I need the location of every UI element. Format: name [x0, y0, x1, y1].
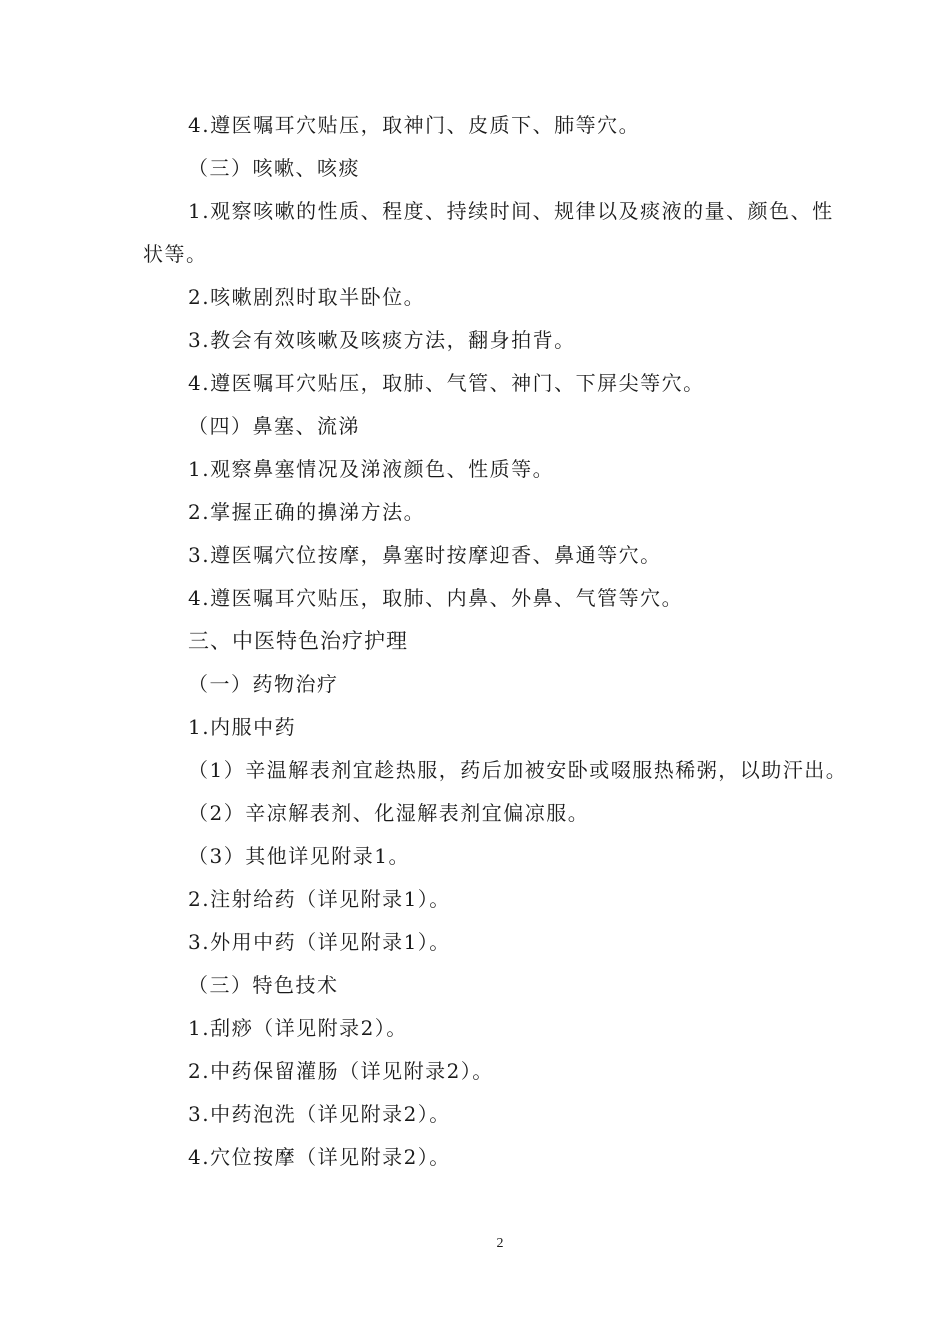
section-heading: 三、中医特色治疗护理: [188, 629, 408, 653]
text-line: 1.观察鼻塞情况及涕液颜色、性质等。: [188, 457, 555, 481]
text-line: 2.掌握正确的擤涕方法。: [188, 500, 426, 524]
text-line: （2）辛凉解表剂、化湿解表剂宜偏凉服。: [188, 801, 590, 825]
text-line: 3.中药泡洗（详见附录2）。: [188, 1102, 451, 1126]
text-line: 1.内服中药: [188, 715, 297, 739]
text-line: 2.中药保留灌肠（详见附录2）。: [188, 1059, 494, 1083]
text-line: （3）其他详见附录1。: [188, 844, 410, 868]
text-line: 1.观察咳嗽的性质、程度、持续时间、规律以及痰液的量、颜色、性: [188, 199, 834, 223]
text-line: （1）辛温解表剂宜趁热服，药后加被安卧或啜服热稀粥，以助汗出。: [188, 758, 848, 782]
section-subheading: （四）鼻塞、流涕: [188, 414, 360, 438]
text-line: 4.遵医嘱耳穴贴压，取肺、内鼻、外鼻、气管等穴。: [188, 586, 684, 610]
section-subheading: （一）药物治疗: [188, 672, 339, 696]
text-line: 1.刮痧（详见附录2）。: [188, 1016, 408, 1040]
text-line: 3.外用中药（详见附录1）。: [188, 930, 451, 954]
text-line: 2.注射给药（详见附录1）。: [188, 887, 451, 911]
text-line: 状等。: [143, 242, 208, 266]
text-line: 4.穴位按摩（详见附录2）。: [188, 1145, 451, 1169]
text-line: 2.咳嗽剧烈时取半卧位。: [188, 285, 426, 309]
text-line: 3.教会有效咳嗽及咳痰方法，翻身拍背。: [188, 328, 576, 352]
text-line: 3.遵医嘱穴位按摩，鼻塞时按摩迎香、鼻通等穴。: [188, 543, 662, 567]
section-subheading: （三）特色技术: [188, 973, 339, 997]
page-number: 2: [496, 1236, 504, 1251]
section-subheading: （三）咳嗽、咳痰: [188, 156, 360, 180]
text-line: 4.遵医嘱耳穴贴压，取神门、皮质下、肺等穴。: [188, 113, 641, 137]
text-line: 4.遵医嘱耳穴贴压，取肺、气管、神门、下屏尖等穴。: [188, 371, 705, 395]
